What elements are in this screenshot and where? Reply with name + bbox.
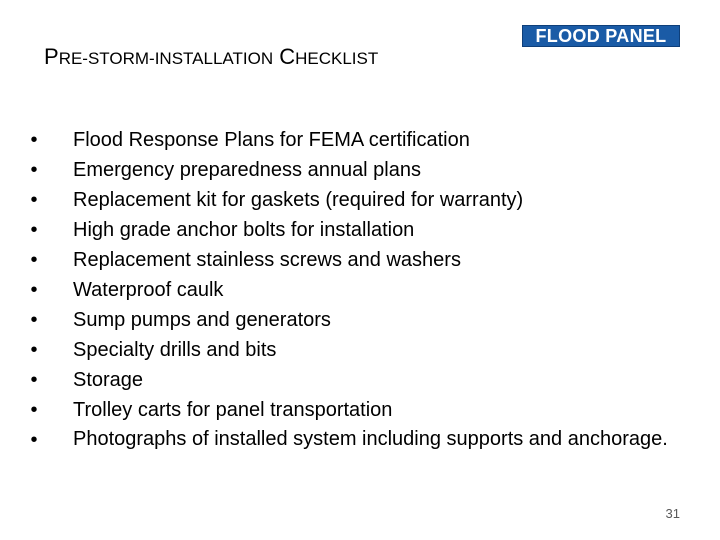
checklist-item-text: Photographs of installed system including supports and anchorage. bbox=[73, 428, 668, 450]
title-text-part: HECKLIST bbox=[295, 49, 379, 68]
checklist-item-text: Trolley carts for panel transportation bbox=[73, 399, 393, 421]
checklist-item bbox=[28, 425, 678, 453]
title-text-part: RE-STORM-INSTALLATION bbox=[58, 49, 274, 68]
bullet-icon: • bbox=[30, 129, 38, 151]
checklist-item-text: Storage bbox=[73, 369, 144, 391]
checklist-item-text: Waterproof caulk bbox=[73, 279, 224, 301]
checklist-item-text: Replacement kit for gaskets (required for warranty) bbox=[73, 189, 524, 211]
checklist-item-text: Flood Response Plans for FEMA certification bbox=[73, 129, 470, 151]
checklist-item bbox=[28, 335, 678, 365]
bullet-icon: • bbox=[30, 339, 38, 361]
checklist-item bbox=[28, 275, 678, 305]
bullet-icon: • bbox=[30, 279, 38, 301]
checklist-item bbox=[28, 395, 678, 425]
checklist-item-text: Replacement stainless screws and washers bbox=[73, 249, 461, 271]
checklist-item bbox=[28, 245, 678, 275]
bullet-icon: • bbox=[30, 429, 38, 451]
bullet-icon: • bbox=[30, 219, 38, 241]
checklist-item bbox=[28, 155, 678, 185]
bullet-icon: • bbox=[30, 249, 38, 271]
checklist-item bbox=[28, 365, 678, 395]
checklist-item bbox=[28, 215, 678, 245]
page-title bbox=[44, 44, 378, 70]
checklist-item-text: Specialty drills and bits bbox=[73, 339, 277, 361]
bullet-icon: • bbox=[30, 159, 38, 181]
bullet-icon: • bbox=[30, 189, 38, 211]
checklist-item-text: Sump pumps and generators bbox=[73, 309, 331, 331]
bullet-icon: • bbox=[30, 309, 38, 331]
checklist bbox=[28, 125, 678, 453]
title-initial-cap: C bbox=[279, 44, 296, 69]
page-number: 31 bbox=[665, 506, 680, 521]
checklist-item-text: Emergency preparedness annual plans bbox=[73, 159, 421, 181]
title-initial-cap: P bbox=[44, 44, 59, 69]
flood-panel-logo bbox=[522, 25, 680, 47]
checklist-item bbox=[28, 125, 678, 155]
bullet-icon: • bbox=[30, 369, 38, 391]
checklist-item bbox=[28, 185, 678, 215]
bullet-icon: • bbox=[30, 399, 38, 421]
checklist-item bbox=[28, 305, 678, 335]
logo-text: FLOOD PANEL bbox=[535, 26, 667, 46]
checklist-item-text: High grade anchor bolts for installation bbox=[73, 219, 415, 241]
